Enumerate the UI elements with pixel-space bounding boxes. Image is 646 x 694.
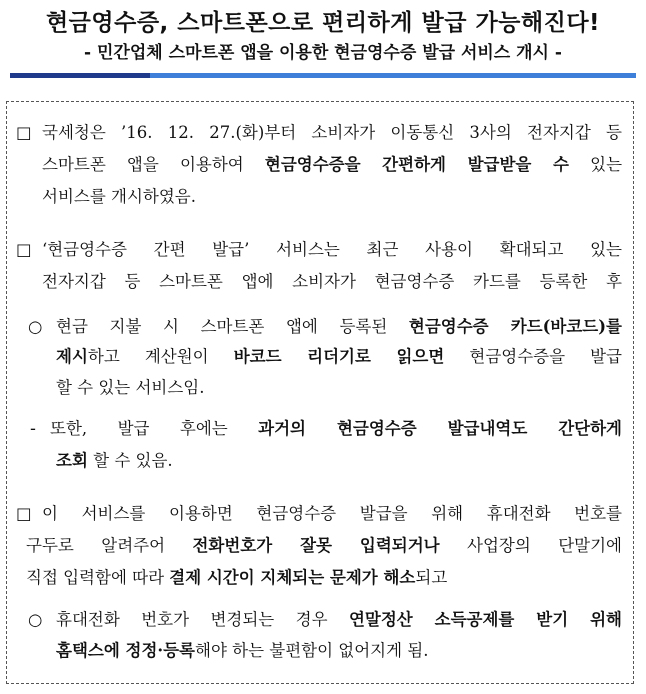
p1-line-3: 서비스를 개시하였음. xyxy=(42,187,196,206)
square-bullet: □ xyxy=(16,123,32,142)
title-rule-dark xyxy=(10,73,150,78)
circle-bullet: ○ xyxy=(28,317,43,336)
p5-line-2: 구두로 알려주어 전화번호가 잘못 입력되거나 사업장의 단말기에 xyxy=(26,536,622,555)
emphasis: 바코드 리더기로 읽으면 xyxy=(233,347,445,366)
emphasis: 현금영수증을 간편하게 발급받을 수 xyxy=(264,155,569,174)
p2-line-1: ‘현금영수증 간편 발급’ 서비스는 최근 사용이 확대되고 있는 xyxy=(42,240,622,259)
p6-line-2: 홈택스에 정정·등록해야 하는 불편함이 없어지게 됨. xyxy=(56,641,429,660)
emphasis: 연말정산 소득공제를 받기 위해 xyxy=(348,610,622,629)
emphasis: 현금영수증 카드(바코드)를 xyxy=(408,317,622,336)
p3-line-1: 현금 지불 시 스마트폰 앱에 등록된 현금영수증 카드(바코드)를 xyxy=(56,317,622,336)
square-bullet: □ xyxy=(16,240,32,259)
emphasis: 과거의 현금영수증 발급내역도 간단하게 xyxy=(258,419,622,438)
emphasis: 제시 xyxy=(56,347,88,366)
emphasis: 홈택스에 정정·등록 xyxy=(56,641,196,660)
p5-line-1: 이 서비스를 이용하면 현금영수증 발급을 위해 휴대전화 번호를 xyxy=(42,504,622,523)
title-rule-light xyxy=(150,73,636,78)
p1-line-1: 국세청은 ’16. 12. 27.(화)부터 소비자가 이동통신 3사의 전자지갑 등 xyxy=(42,123,622,142)
p3-line-2: 제시하고 계산원이 바코드 리더기로 읽으면 현금영수증을 발급 xyxy=(56,347,622,366)
emphasis: 조회 xyxy=(56,451,88,470)
emphasis: 전화번호가 잘못 입력되거나 xyxy=(192,536,440,555)
p4-line-1: 또한, 발급 후에는 과거의 현금영수증 발급내역도 간단하게 xyxy=(50,419,622,438)
p6-line-1: 휴대전화 번호가 변경되는 경우 연말정산 소득공제를 받기 위해 xyxy=(56,610,622,629)
p2-line-2: 전자지갑 등 스마트폰 앱에 소비자가 현금영수증 카드를 등록한 후 xyxy=(42,272,622,291)
dash-bullet: - xyxy=(30,419,36,438)
page-subtitle: - 민간업체 스마트폰 앱을 이용한 현금영수증 발급 서비스 개시 - xyxy=(84,43,562,63)
header xyxy=(0,0,646,80)
p3-line-3: 할 수 있는 서비스임. xyxy=(56,378,205,397)
circle-bullet: ○ xyxy=(28,610,43,629)
p4-line-2: 조회 할 수 있음. xyxy=(56,451,173,470)
square-bullet: □ xyxy=(16,504,32,523)
emphasis: 결제 시간이 지체되는 문제가 해소 xyxy=(169,568,416,587)
page-title: 현금영수증, 스마트폰으로 편리하게 발급 가능해진다! xyxy=(45,10,601,36)
title-rule xyxy=(10,73,636,78)
p1-line-2: 스마트폰 앱을 이용하여 현금영수증을 간편하게 발급받을 수 있는 xyxy=(42,155,622,174)
p5-line-3: 직접 입력함에 따라 결제 시간이 지체되는 문제가 해소되고 xyxy=(26,568,448,587)
